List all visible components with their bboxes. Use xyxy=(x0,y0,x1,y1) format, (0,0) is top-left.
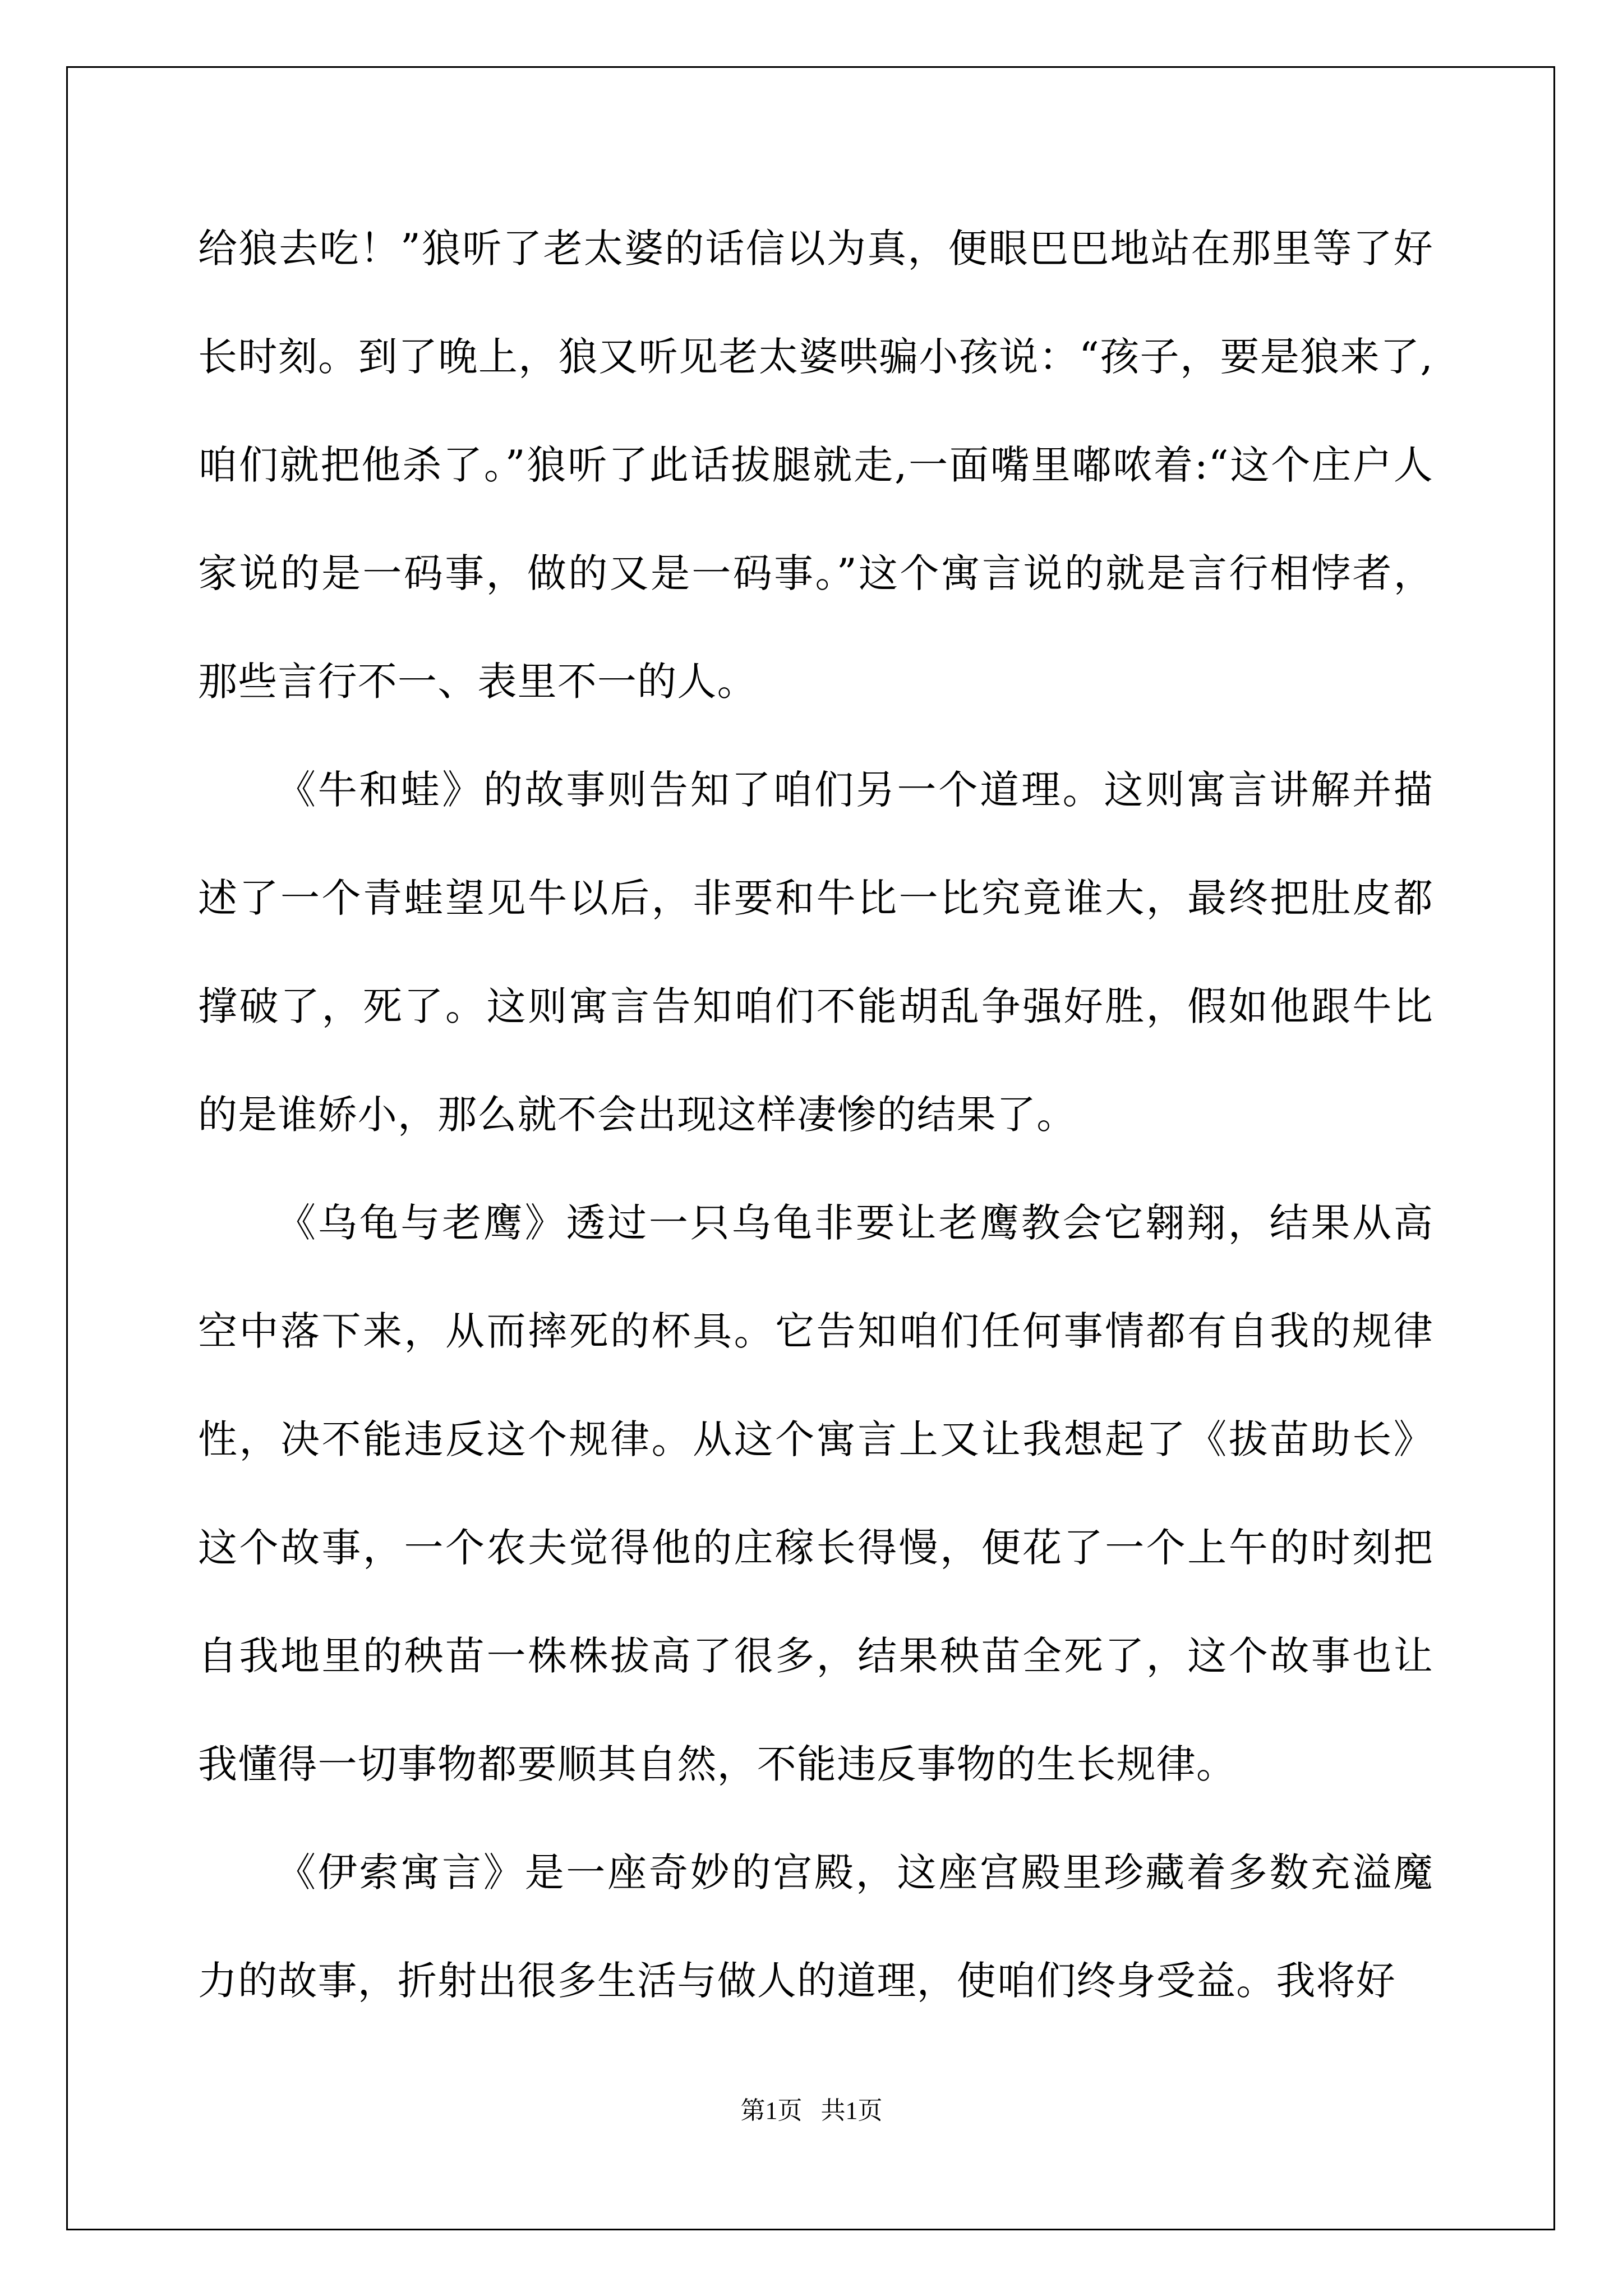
page-footer xyxy=(0,2090,1623,2126)
paragraph-4: 《伊索寓言》是一座奇妙的宫殿，这座宫殿里珍藏着多数充溢魔力的故事，折射出很多生活与做人的道理，使咱们终身受益。我将好 xyxy=(198,1849,1433,2004)
document-body xyxy=(198,195,1433,2035)
paragraph-1: 给狼去吃！”狼听了老太婆的话信以为真，便眼巴巴地站在那里等了好长时刻。到了晚上，狼又听见老太婆哄骗小孩说：“孩子，要是狼来了,咱们就把他杀了。”狼听了此话拔腿就走,一面嘴里嘟哝着:“这个庄户人家说的是一码事，做的又是一码事。”这个寓言说的就是言行相悖者，那些言行不一、表里不一的人。 xyxy=(198,226,1433,705)
page-number: 第1页 xyxy=(740,2097,803,2124)
paragraph-2: 《牛和蛙》的故事则告知了咱们另一个道理。这则寓言讲解并描述了一个青蛙望见牛以后，非要和牛比一比究竟谁大，最终把肚皮都撑破了，死了。这则寓言告知咱们不能胡乱争强好胜，假如他跟牛比的是谁娇小，那么就不会出现这样凄惨的结果了。 xyxy=(198,767,1433,1138)
paragraph-3: 《乌龟与老鹰》透过一只乌龟非要让老鹰教会它翱翔，结果从高空中落下来，从而摔死的杯具。它告知咱们任何事情都有自我的规律性，决不能违反这个规律。从这个寓言上又让我想起了《拔苗助长》这个故事，一个农夫觉得他的庄稼长得慢，便花了一个上午的时刻把自我地里的秧苗一株株拔高了很多，结果秧苗全死了，这个故事也让我懂得一切事物都要顺其自然，不能违反事物的生长规律。 xyxy=(198,1200,1433,1787)
page-total: 共1页 xyxy=(820,2097,883,2124)
